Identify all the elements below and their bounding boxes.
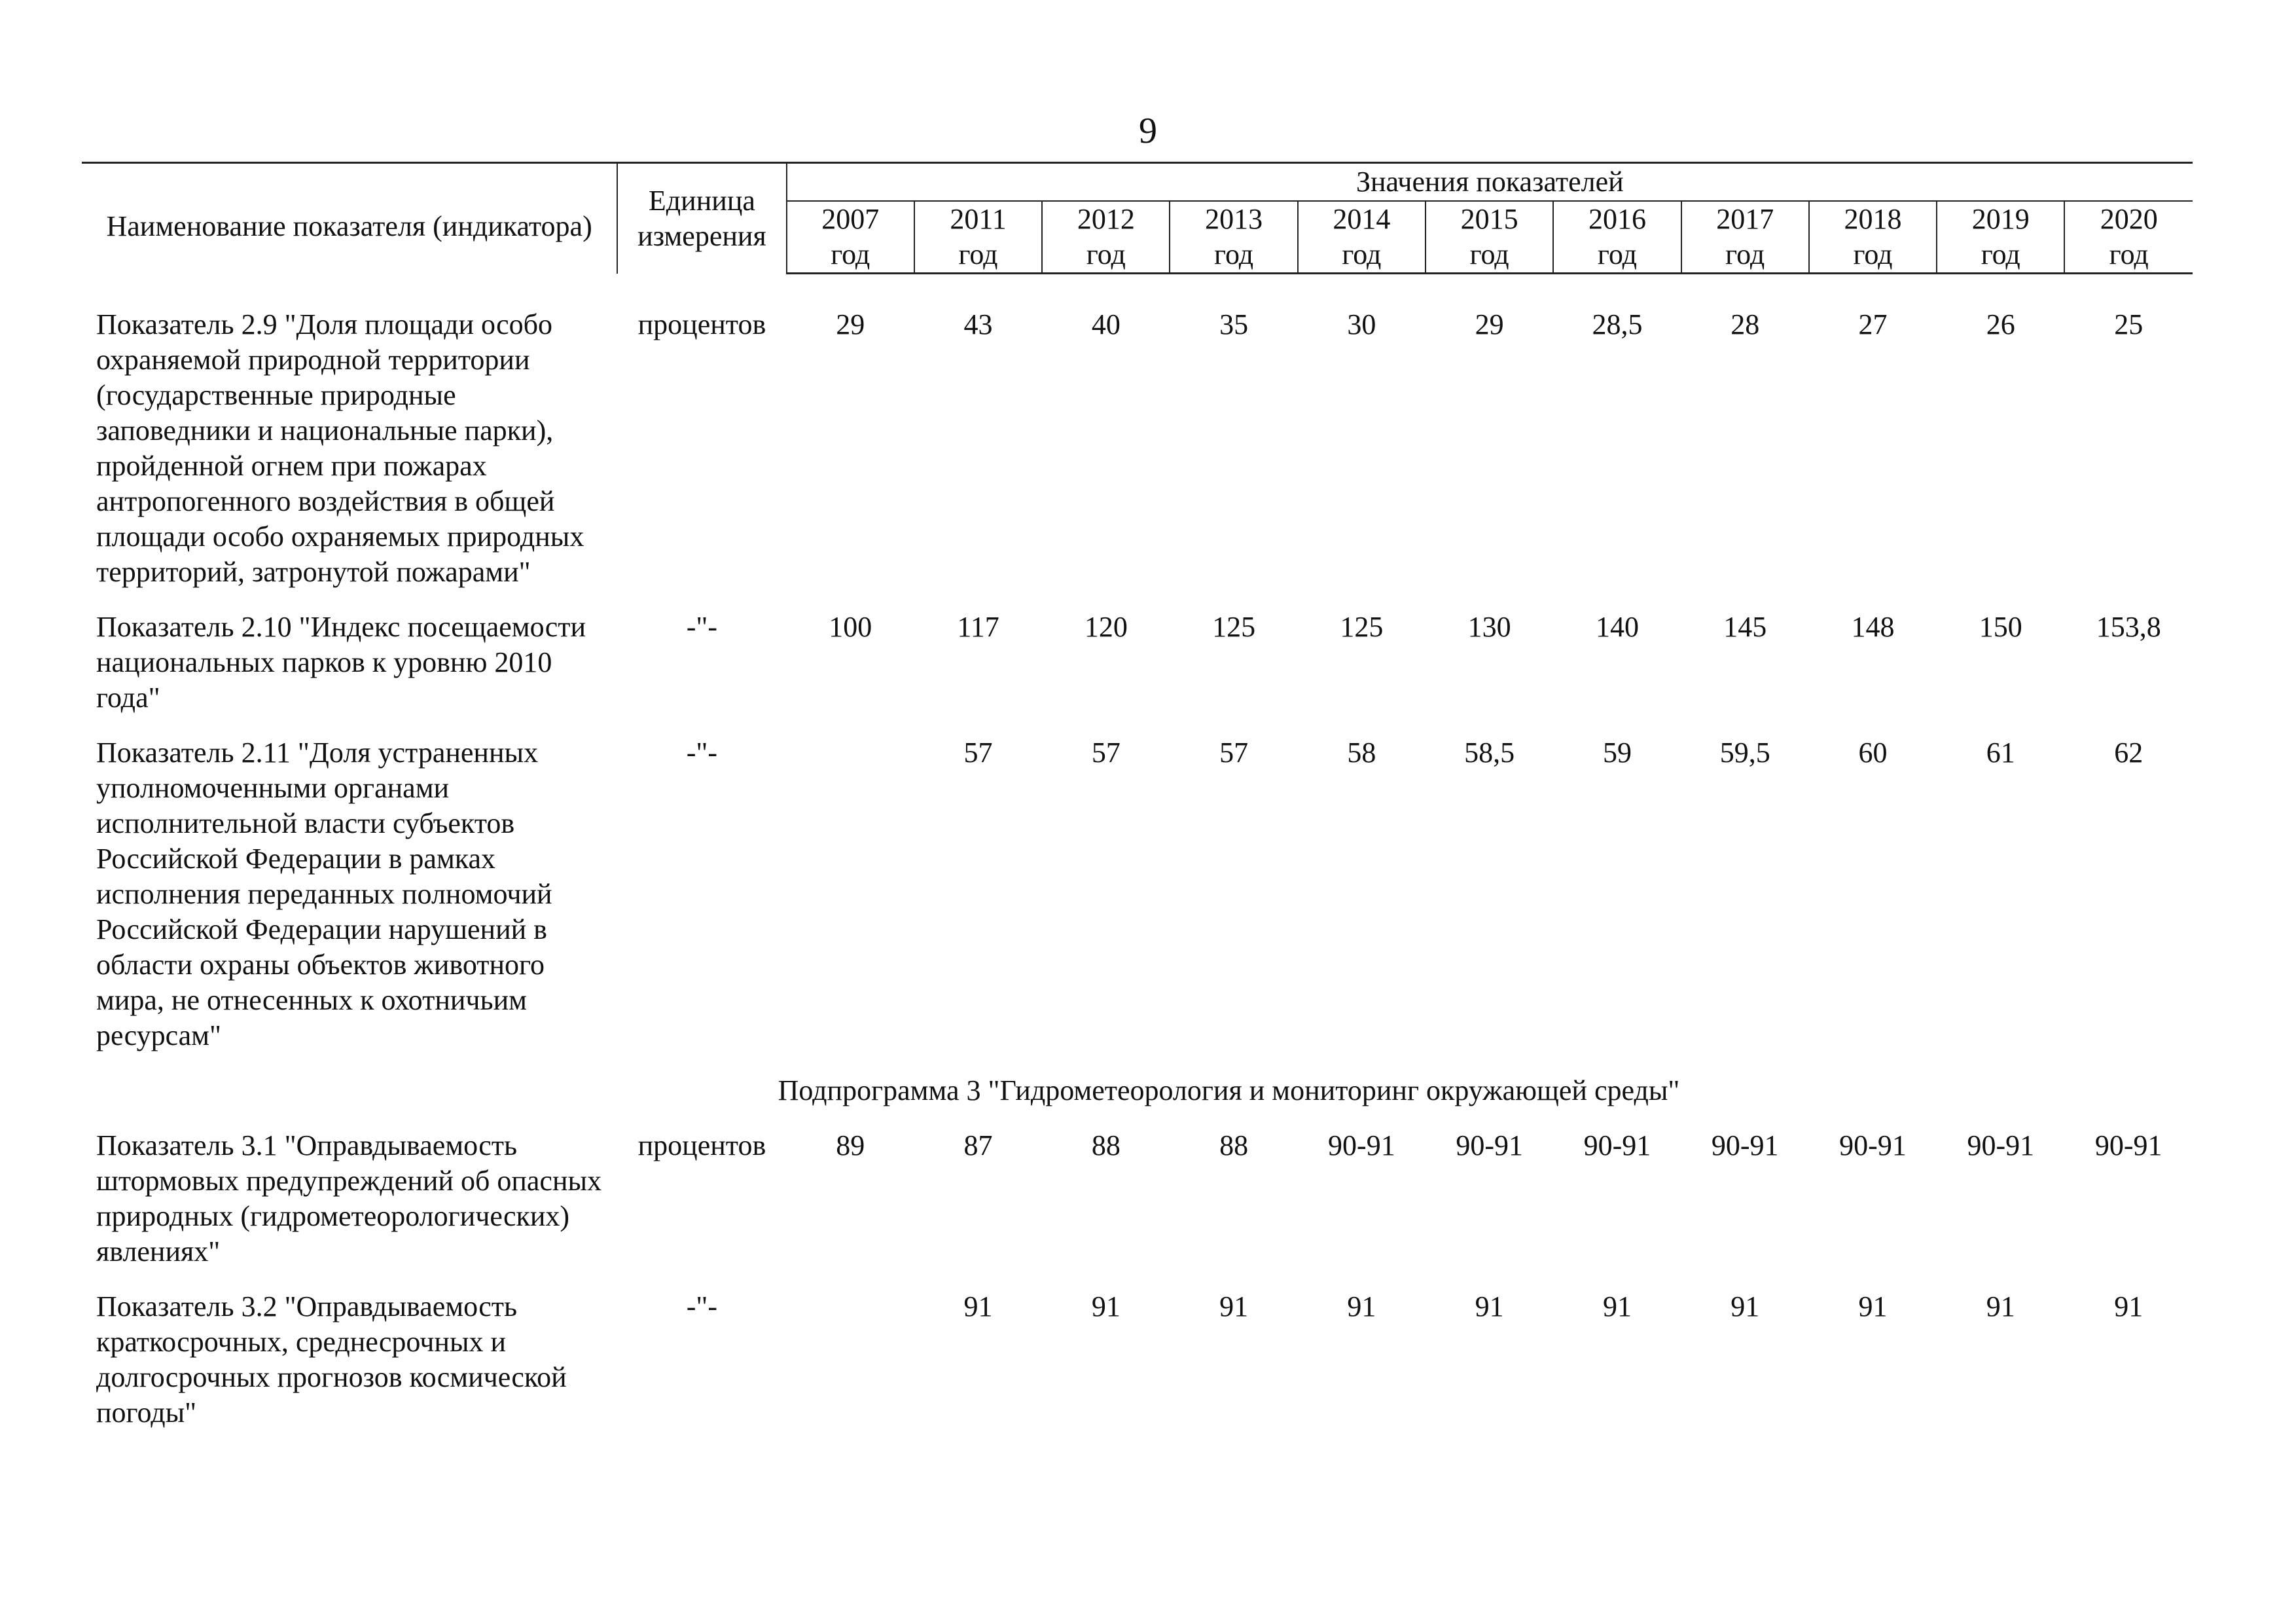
indicator-value-2019: 61 bbox=[1986, 737, 2015, 769]
header-year-label: 2019 bbox=[1971, 203, 2030, 235]
indicator-name: Показатель 3.1 "Оправдываемость штормовых предупреждений об опасных природных (гидрометеорологических) явлениях" bbox=[96, 1129, 602, 1267]
indicator-value-2020: 91 bbox=[2114, 1290, 2144, 1322]
header-year-2013 bbox=[1170, 201, 1297, 274]
indicator-unit: -"- bbox=[686, 737, 718, 769]
indicator-value-2014: 90-91 bbox=[1328, 1129, 1395, 1161]
indicator-name: Показатель 2.9 "Доля площади особо охраняемой природной территории (государственные природные заповедники и национальные парки), пройденной огнем при пожарах антропогенного воздействия в общей площади особо охраняемых природных территорий, затронутой пожарами" bbox=[96, 308, 584, 588]
header-year-suffix: год bbox=[831, 238, 870, 270]
header-year-suffix: год bbox=[1981, 238, 2020, 270]
header-year-label: 2007 bbox=[821, 203, 880, 235]
indicator-value-2014: 91 bbox=[1347, 1290, 1376, 1322]
header-values-group: Значения показателей bbox=[787, 163, 2193, 202]
indicator-value-2019: 91 bbox=[1986, 1290, 2015, 1322]
indicator-value-2015: 130 bbox=[1467, 611, 1511, 643]
indicator-name: Показатель 2.11 "Доля устраненных уполномоченными органами исполнительной власти субъектов Российской Федерации в рамках исполнения переданных полномочий Российской Федерации нарушений в области охраны объектов животного мира, не отнесенных к охотничьим ресурсам" bbox=[96, 737, 552, 1051]
indicator-value-2015: 90-91 bbox=[1456, 1129, 1523, 1161]
header-indicator-name: Наименование показателя (индикатора) bbox=[82, 163, 617, 274]
table-header bbox=[82, 163, 2193, 274]
header-year-2018 bbox=[1809, 201, 1937, 274]
header-year-label: 2013 bbox=[1205, 203, 1263, 235]
indicator-unit: процентов bbox=[637, 308, 766, 340]
indicator-value-2020: 153,8 bbox=[2096, 611, 2161, 643]
indicator-value-2016: 140 bbox=[1595, 611, 1639, 643]
indicators-table bbox=[82, 162, 2193, 1450]
indicator-value-2012: 57 bbox=[1091, 737, 1121, 769]
table-row bbox=[82, 735, 2193, 1073]
indicator-value-2012: 88 bbox=[1091, 1129, 1121, 1161]
indicator-unit: -"- bbox=[686, 1290, 718, 1322]
indicator-value-2013: 125 bbox=[1212, 611, 1256, 643]
header-year-2017 bbox=[1681, 201, 1809, 274]
header-year-label: 2017 bbox=[1716, 203, 1774, 235]
indicator-value-2018: 91 bbox=[1858, 1290, 1888, 1322]
indicator-value-2018: 148 bbox=[1851, 611, 1895, 643]
indicator-name: Показатель 2.10 "Индекс посещаемости национальных парков к уровню 2010 года" bbox=[96, 611, 586, 714]
header-year-2019 bbox=[1937, 201, 2064, 274]
header-spacer bbox=[82, 274, 2193, 308]
indicator-value-2016: 28,5 bbox=[1592, 308, 1643, 340]
page-number: 9 bbox=[1139, 111, 1157, 151]
header-year-label: 2012 bbox=[1077, 203, 1135, 235]
subprogram-title: Подпрограмма 3 "Гидрометеорология и мониторинг окружающей среды" bbox=[778, 1074, 1680, 1106]
indicator-value-2007 bbox=[787, 1289, 914, 1450]
header-year-2007 bbox=[787, 201, 914, 274]
header-year-2014 bbox=[1298, 201, 1426, 274]
indicator-value-2012: 91 bbox=[1091, 1290, 1121, 1322]
indicator-value-2017: 59,5 bbox=[1719, 737, 1770, 769]
indicator-value-2013: 35 bbox=[1219, 308, 1249, 340]
indicator-value-2014: 30 bbox=[1347, 308, 1376, 340]
header-year-label: 2018 bbox=[1844, 203, 1902, 235]
indicator-value-2017: 28 bbox=[1731, 308, 1760, 340]
header-year-suffix: год bbox=[2109, 238, 2149, 270]
table-row bbox=[82, 1289, 2193, 1450]
indicator-value-2017: 90-91 bbox=[1711, 1129, 1779, 1161]
header-year-2016 bbox=[1553, 201, 1681, 274]
indicator-value-2007 bbox=[787, 735, 914, 1073]
indicator-value-2007: 100 bbox=[829, 611, 872, 643]
subprogram-row bbox=[82, 1073, 2193, 1128]
indicator-value-2019: 26 bbox=[1986, 308, 2015, 340]
indicator-value-2018: 90-91 bbox=[1839, 1129, 1907, 1161]
header-year-2012 bbox=[1042, 201, 1170, 274]
indicator-value-2020: 62 bbox=[2114, 737, 2144, 769]
indicator-value-2011: 117 bbox=[957, 611, 999, 643]
indicator-value-2018: 27 bbox=[1858, 308, 1888, 340]
header-year-suffix: год bbox=[1725, 238, 1765, 270]
indicator-value-2013: 57 bbox=[1219, 737, 1249, 769]
indicator-value-2012: 120 bbox=[1084, 611, 1128, 643]
indicator-value-2014: 125 bbox=[1340, 611, 1384, 643]
indicator-value-2013: 88 bbox=[1219, 1129, 1249, 1161]
indicator-value-2015: 58,5 bbox=[1464, 737, 1515, 769]
header-year-label: 2011 bbox=[950, 203, 1007, 235]
indicator-value-2018: 60 bbox=[1858, 737, 1888, 769]
table-row bbox=[82, 610, 2193, 735]
header-year-label: 2015 bbox=[1460, 203, 1518, 235]
header-year-suffix: год bbox=[1597, 238, 1637, 270]
indicator-value-2016: 59 bbox=[1602, 737, 1632, 769]
indicator-name: Показатель 3.2 "Оправдываемость краткосрочных, среднесрочных и долгосрочных прогнозов космической погоды" bbox=[96, 1290, 567, 1429]
table-body bbox=[82, 274, 2193, 1451]
header-year-2015 bbox=[1426, 201, 1553, 274]
indicator-value-2012: 40 bbox=[1091, 308, 1121, 340]
header-year-2020 bbox=[2064, 201, 2193, 274]
indicator-value-2019: 150 bbox=[1979, 611, 2022, 643]
indicator-value-2016: 90-91 bbox=[1583, 1129, 1651, 1161]
indicator-value-2011: 57 bbox=[963, 737, 993, 769]
header-year-suffix: год bbox=[1469, 238, 1509, 270]
table-row bbox=[82, 307, 2193, 610]
indicator-value-2020: 90-91 bbox=[2094, 1129, 2162, 1161]
indicator-unit: процентов bbox=[637, 1129, 766, 1161]
header-year-label: 2014 bbox=[1333, 203, 1391, 235]
indicator-value-2013: 91 bbox=[1219, 1290, 1249, 1322]
indicator-unit: -"- bbox=[686, 611, 718, 643]
indicator-value-2020: 25 bbox=[2114, 308, 2144, 340]
header-year-suffix: год bbox=[1086, 238, 1126, 270]
indicator-value-2019: 90-91 bbox=[1967, 1129, 2035, 1161]
indicator-value-2015: 91 bbox=[1475, 1290, 1504, 1322]
indicator-value-2014: 58 bbox=[1347, 737, 1376, 769]
header-year-suffix: год bbox=[1342, 238, 1382, 270]
header-year-suffix: год bbox=[1853, 238, 1893, 270]
header-year-label: 2016 bbox=[1588, 203, 1646, 235]
header-year-suffix: год bbox=[1214, 238, 1254, 270]
indicator-value-2011: 91 bbox=[963, 1290, 993, 1322]
indicator-value-2011: 43 bbox=[963, 308, 993, 340]
indicator-value-2017: 145 bbox=[1723, 611, 1767, 643]
indicator-value-2007: 29 bbox=[836, 308, 865, 340]
indicator-value-2016: 91 bbox=[1602, 1290, 1632, 1322]
header-unit: Единица измерения bbox=[617, 163, 786, 274]
indicator-value-2017: 91 bbox=[1731, 1290, 1760, 1322]
table-row bbox=[82, 1128, 2193, 1289]
indicator-value-2007: 89 bbox=[836, 1129, 865, 1161]
header-year-2011 bbox=[914, 201, 1042, 274]
header-year-label: 2020 bbox=[2100, 203, 2158, 235]
indicator-value-2011: 87 bbox=[963, 1129, 993, 1161]
indicator-value-2015: 29 bbox=[1475, 308, 1504, 340]
header-year-suffix: год bbox=[958, 238, 998, 270]
